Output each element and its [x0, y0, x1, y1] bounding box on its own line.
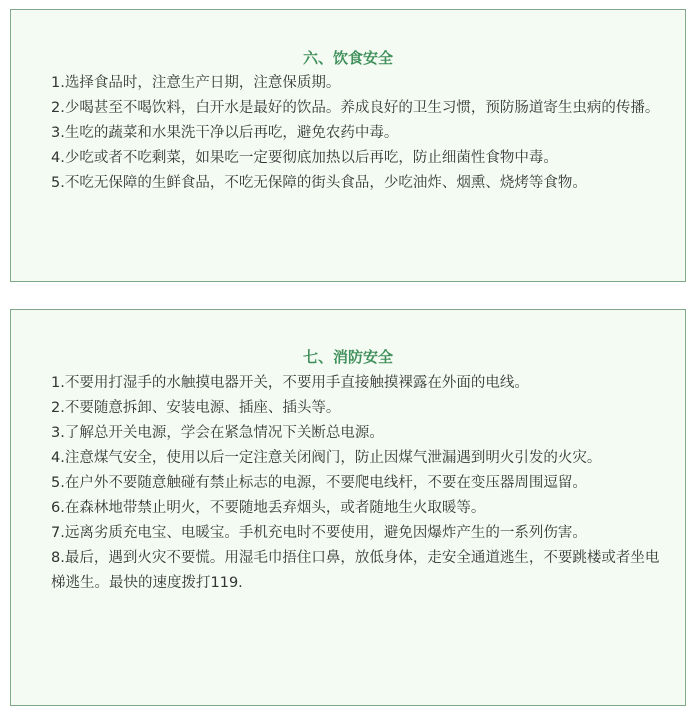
- fire-safety-item: 6.在森林地带禁止明火，不要随地丢弃烟头，或者随地生火取暖等。: [51, 500, 486, 516]
- fire-safety-title: 七、消防安全: [302, 348, 393, 366]
- fire-safety-card: [10, 309, 686, 706]
- food-safety-item: 5.不吃无保障的生鲜食品，不吃无保障的街头食品，少吃油炸、烟熏、烧烤等食物。: [51, 175, 587, 191]
- fire-safety-item: 3.了解总开关电源，学会在紧急情况下关断总电源。: [51, 425, 384, 441]
- food-safety-item: 3.生吃的蔬菜和水果洗干净以后再吃，避免农药中毒。: [51, 125, 399, 141]
- food-safety-list: [51, 71, 663, 196]
- fire-safety-item: 7.远离劣质充电宝、电暖宝。手机充电时不要使用，避免因爆炸产生的一系列伤害。: [51, 525, 587, 541]
- fire-safety-list: [51, 371, 663, 596]
- food-safety-item: 1.选择食品时，注意生产日期，注意保质期。: [51, 75, 341, 91]
- food-safety-card: [10, 9, 686, 282]
- food-safety-title: 六、饮食安全: [302, 49, 393, 67]
- food-safety-item: 4.少吃或者不吃剩菜，如果吃一定要彻底加热以后再吃，防止细菌性食物中毒。: [51, 150, 558, 166]
- fire-safety-item: 8.最后，遇到火灾不要慌。用湿毛巾捂住口鼻，放低身体，走安全通道逃生，不要跳楼或者坐电梯逃生。最快的速度拨打119.: [51, 550, 660, 591]
- fire-safety-item: 5.在户外不要随意触碰有禁止标志的电源，不要爬电线杆，不要在变压器周围逗留。: [51, 475, 587, 491]
- fire-safety-item: 4.注意煤气安全，使用以后一定注意关闭阀门，防止因煤气泄漏遇到明火引发的火灾。: [51, 450, 602, 466]
- fire-safety-item: 2.不要随意拆卸、安装电源、插座、插头等。: [51, 400, 341, 416]
- food-safety-item: 2.少喝甚至不喝饮料，白开水是最好的饮品。养成良好的卫生习惯，预防肠道寄生虫病的传播。: [51, 100, 660, 116]
- fire-safety-item: 1.不要用打湿手的水触摸电器开关，不要用手直接触摸裸露在外面的电线。: [51, 375, 529, 391]
